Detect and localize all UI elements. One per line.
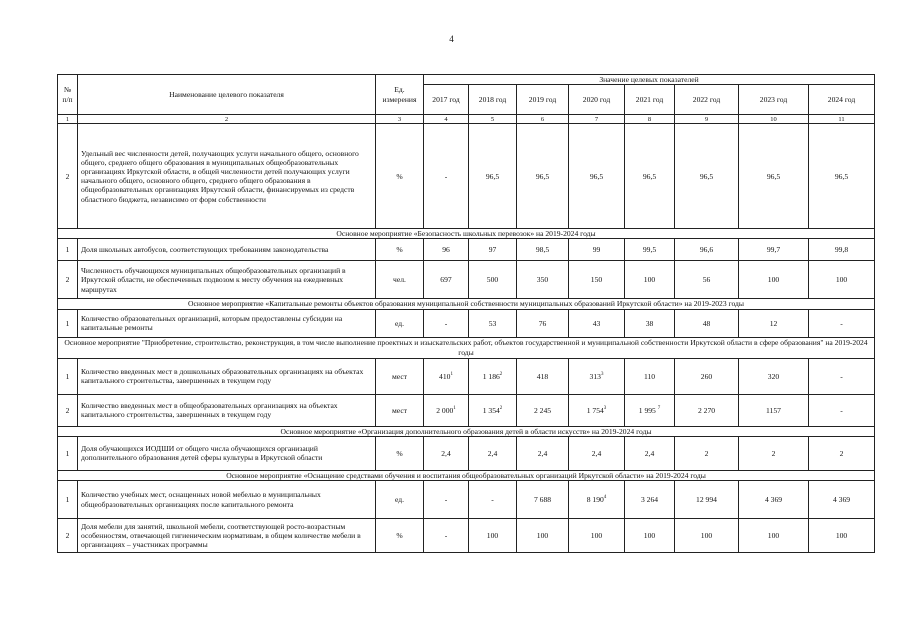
value-cell	[809, 481, 875, 519]
value-cell	[809, 394, 875, 426]
unit-cell: %	[376, 519, 424, 553]
value-text: 2	[771, 448, 776, 458]
value-text: 99	[592, 245, 601, 255]
value-text: 43	[592, 318, 601, 328]
footnote-marker: 3	[603, 405, 607, 411]
table-row	[58, 261, 875, 299]
row-number: 1	[58, 481, 78, 519]
value-cell	[569, 436, 625, 470]
indicator-name: Количество образовательных организаций, которым предоставлены субсидии на капитальные ремонты	[78, 309, 376, 337]
value-cell	[625, 124, 675, 229]
value-text: 99,5	[642, 245, 657, 255]
section-title: Основное мероприятие «Организация дополнительного образования детей в области искусств» на 2019-2024 годы	[58, 426, 875, 436]
value-cell	[424, 481, 469, 519]
value-text: -	[491, 494, 494, 504]
row-number: 1	[58, 358, 78, 394]
unit-cell: %	[376, 239, 424, 261]
value-cell	[424, 519, 469, 553]
value-text: 2 245	[533, 405, 552, 415]
year-header: 2018 год	[469, 85, 517, 115]
column-index: 8	[625, 115, 675, 124]
column-index: 10	[739, 115, 809, 124]
indicator-name: Количество учебных мест, оснащенных новой мебелью в муниципальных общеобразовательных организациях после капитального ремонта	[78, 481, 376, 519]
unit-cell: %	[376, 124, 424, 229]
value-text: 410	[439, 371, 451, 381]
unit-cell: чел.	[376, 261, 424, 299]
value-text: -	[840, 371, 843, 381]
value-text: 96,5	[699, 171, 714, 181]
value-cell	[517, 436, 569, 470]
value-text: 2,4	[537, 448, 548, 458]
value-text: 96	[442, 245, 450, 255]
column-index: 9	[675, 115, 739, 124]
value-cell	[569, 309, 625, 337]
value-cell	[809, 124, 875, 229]
row-number: 1	[58, 309, 78, 337]
year-header: 2020 год	[569, 85, 625, 115]
value-text: 96,5	[589, 171, 604, 181]
year-header: 2024 год	[809, 85, 875, 115]
table-row	[58, 124, 875, 229]
value-text: 97	[488, 245, 497, 255]
value-text: 2	[704, 448, 709, 458]
value-text: 98,5	[535, 245, 550, 255]
value-text: 48	[702, 318, 711, 328]
value-text: 12	[769, 318, 778, 328]
value-cell	[675, 481, 739, 519]
value-cell	[739, 481, 809, 519]
indicator-name: Доля обучающихся ИОДШИ от общего числа обучающихся организаций дополнительного образования детей сферы культуры в Иркутской области	[78, 436, 376, 470]
value-cell	[739, 519, 809, 553]
section-title: Основное мероприятие "Приобретение, строительство, реконструкция, в том числе выполнение проектных и изыскательских работ, объектов государственной и муниципальной собственности Иркутской области в сфере образования" на 2019-2024 годы	[58, 337, 875, 358]
value-cell	[424, 124, 469, 229]
value-cell	[809, 309, 875, 337]
value-cell	[424, 394, 469, 426]
value-text: 418	[536, 371, 549, 381]
column-index: 2	[78, 115, 376, 124]
table-row	[58, 436, 875, 470]
value-cell	[517, 394, 569, 426]
value-text: 100	[767, 275, 780, 285]
col-unit-header: Ед. измерения	[376, 75, 424, 115]
value-cell	[517, 261, 569, 299]
value-text: 697	[440, 275, 452, 285]
row-number: 2	[58, 261, 78, 299]
unit-cell: мест	[376, 394, 424, 426]
footnote-marker: 2	[499, 371, 503, 377]
value-text: 96,5	[834, 171, 849, 181]
value-cell	[517, 481, 569, 519]
value-text: -	[840, 405, 843, 415]
value-text: 96,6	[699, 245, 714, 255]
footnote-marker: 4	[603, 494, 607, 500]
targets-table	[57, 74, 875, 553]
table-row	[58, 239, 875, 261]
column-index: 6	[517, 115, 569, 124]
value-text: 2,4	[441, 448, 451, 458]
value-cell	[739, 358, 809, 394]
value-cell	[625, 394, 675, 426]
value-cell	[469, 124, 517, 229]
value-text: 38	[645, 318, 654, 328]
value-cell	[675, 309, 739, 337]
indicator-name: Численность обучающихся муниципальных общеобразовательных организаций в Иркутской области, не обеспеченных подвозом к месту обучения на ежедневных маршрутах	[78, 261, 376, 299]
value-text: 100	[767, 530, 780, 540]
section-row	[58, 337, 875, 358]
value-text: 100	[643, 530, 656, 540]
value-text: 2 000	[436, 405, 454, 415]
value-cell	[517, 358, 569, 394]
value-text: 53	[488, 318, 497, 328]
value-text: 313	[589, 371, 601, 381]
column-index: 3	[376, 115, 424, 124]
value-text: 96,5	[766, 171, 781, 181]
value-cell	[675, 394, 739, 426]
value-cell	[569, 124, 625, 229]
value-text: 110	[643, 371, 656, 381]
value-cell	[625, 309, 675, 337]
value-text: 12 994	[696, 494, 717, 504]
footnote-marker: 7	[657, 405, 661, 411]
value-cell	[469, 394, 517, 426]
value-cell	[469, 239, 517, 261]
value-cell	[675, 519, 739, 553]
value-cell	[424, 436, 469, 470]
row-number: 2	[58, 394, 78, 426]
value-text: -	[444, 171, 448, 181]
indicator-name: Количество введенных мест в дошкольных образовательных организациях на объектах капитального строительства, завершенных в текущем году	[78, 358, 376, 394]
value-cell	[625, 436, 675, 470]
value-text: 2 270	[697, 405, 716, 415]
value-text: 1 186	[482, 371, 500, 381]
value-cell	[739, 309, 809, 337]
indicator-name: Доля школьных автобусов, соответствующих требованиям законодательства	[78, 239, 376, 261]
value-cell	[739, 394, 809, 426]
value-cell	[675, 261, 739, 299]
value-cell	[739, 239, 809, 261]
value-cell	[569, 519, 625, 553]
table-row	[58, 519, 875, 553]
value-text: 100	[536, 530, 549, 540]
value-cell	[809, 261, 875, 299]
value-text: 100	[643, 275, 656, 285]
value-cell	[517, 239, 569, 261]
value-cell	[469, 519, 517, 553]
value-cell	[469, 261, 517, 299]
value-cell	[569, 358, 625, 394]
col-name-header: Наименование целевого показателя	[78, 75, 376, 115]
section-row	[58, 470, 875, 480]
value-text: 100	[700, 530, 713, 540]
value-text: 3 264	[640, 494, 659, 504]
value-text: -	[840, 318, 843, 328]
value-text: 320	[767, 371, 780, 381]
value-cell	[625, 358, 675, 394]
value-cell	[569, 239, 625, 261]
value-cell	[424, 239, 469, 261]
value-text: 96,5	[642, 171, 657, 181]
section-title: Основное мероприятие «Оснащение средствами обучения и воспитания общеобразовательных организаций Иркутской области» на 2019-2024 годы	[58, 470, 875, 480]
value-cell	[675, 358, 739, 394]
value-cell	[469, 481, 517, 519]
value-cell	[675, 124, 739, 229]
value-cell	[517, 124, 569, 229]
value-text: -	[444, 530, 448, 540]
value-text: 350	[536, 275, 549, 285]
value-cell	[809, 436, 875, 470]
value-cell	[569, 481, 625, 519]
section-title: Основное мероприятие «Капитальные ремонты объектов образования муниципальной собственности муниципальных образований Иркутской области» на 2019-2023 годы	[58, 299, 875, 309]
value-text: 99,7	[766, 245, 781, 255]
value-cell	[517, 519, 569, 553]
value-cell	[569, 261, 625, 299]
table-row	[58, 309, 875, 337]
page-number: 4	[449, 34, 454, 44]
value-text: 96,5	[535, 171, 550, 181]
value-cell	[675, 239, 739, 261]
value-text: 8 190	[586, 494, 604, 504]
year-header: 2019 год	[517, 85, 569, 115]
value-cell	[739, 436, 809, 470]
value-text: 100	[835, 530, 848, 540]
value-text: 76	[538, 318, 547, 328]
row-number: 1	[58, 239, 78, 261]
value-text: 96,5	[485, 171, 500, 181]
year-header: 2022 год	[675, 85, 739, 115]
row-number: 2	[58, 519, 78, 553]
year-header: 2023 год	[739, 85, 809, 115]
value-text: 1 354	[482, 405, 500, 415]
indicator-name: Доля мебели для занятий, школьной мебели, соответствующей росто-возрастным особенностям, отвечающей гигиеническим нормативам, в общем количестве мебели в организациях – участниках программы	[78, 519, 376, 553]
column-index: 4	[424, 115, 469, 124]
value-text: 1 754	[586, 405, 604, 415]
value-text: 4 369	[832, 494, 851, 504]
value-text: 2,4	[591, 448, 602, 458]
value-text: 150	[590, 275, 603, 285]
unit-cell: ед.	[376, 309, 424, 337]
table-row	[58, 481, 875, 519]
footnote-marker: 1	[453, 405, 456, 411]
column-index: 1	[58, 115, 78, 124]
value-text: 4 369	[764, 494, 783, 504]
section-row	[58, 299, 875, 309]
column-index: 5	[469, 115, 517, 124]
value-cell	[625, 481, 675, 519]
value-cell	[675, 436, 739, 470]
value-cell	[424, 358, 469, 394]
value-cell	[469, 309, 517, 337]
indicator-name: Удельный вес численности детей, получающих услуги начального общего, основного общего, среднего общего образования в муниципальных общеобразовательных организациях Иркутской области, в общей численности детей получающих услуги начального общего, основного общего, среднего общего образования в общеобразовательных организациях Иркутской области, финансируемых из средств областного бюджета, независимо от форм собственности	[78, 124, 376, 229]
value-text: 2	[839, 448, 844, 458]
section-row	[58, 229, 875, 239]
section-row	[58, 426, 875, 436]
value-cell	[625, 239, 675, 261]
unit-cell: %	[376, 436, 424, 470]
table-row	[58, 394, 875, 426]
value-text: 7 688	[533, 494, 552, 504]
value-cell	[424, 261, 469, 299]
unit-cell: ед.	[376, 481, 424, 519]
indicator-name: Количество введенных мест в общеобразовательных организациях на объектах капитального строительства, завершенных в текущем году	[78, 394, 376, 426]
value-cell	[625, 261, 675, 299]
value-cell	[739, 124, 809, 229]
value-cell	[809, 239, 875, 261]
value-text: 100	[835, 275, 848, 285]
value-cell	[469, 358, 517, 394]
value-text: 1 995	[638, 405, 658, 415]
row-number: 2	[58, 124, 78, 229]
year-header: 2021 год	[625, 85, 675, 115]
footnote-marker: 1	[450, 371, 453, 377]
column-index: 7	[569, 115, 625, 124]
year-header: 2017 год	[424, 85, 469, 115]
value-cell	[739, 261, 809, 299]
value-cell	[424, 309, 469, 337]
table-row	[58, 358, 875, 394]
value-cell	[569, 394, 625, 426]
col-num-header: № п/п	[58, 75, 78, 115]
value-cell	[625, 519, 675, 553]
footnote-marker: 2	[499, 405, 503, 411]
value-text: 260	[700, 371, 713, 381]
value-text: 56	[702, 275, 711, 285]
value-cell	[809, 519, 875, 553]
value-cell	[469, 436, 517, 470]
value-text: 100	[486, 530, 499, 540]
section-title: Основное мероприятие «Безопасность школьных перевозок» на 2019-2024 годы	[58, 229, 875, 239]
value-cell	[809, 358, 875, 394]
value-text: 500	[486, 275, 499, 285]
value-text: -	[444, 318, 448, 328]
value-cell	[517, 309, 569, 337]
footnote-marker: 3	[600, 371, 604, 377]
values-group-header: Значение целевых показателей	[424, 75, 875, 85]
column-index: 11	[809, 115, 875, 124]
value-text: 100	[590, 530, 603, 540]
unit-cell: мест	[376, 358, 424, 394]
value-text: 1157	[766, 405, 781, 415]
value-text: -	[444, 494, 448, 504]
value-text: 2,4	[487, 448, 498, 458]
value-text: 99,8	[834, 245, 849, 255]
row-number: 1	[58, 436, 78, 470]
value-text: 2,4	[644, 448, 655, 458]
table-header	[58, 75, 875, 124]
